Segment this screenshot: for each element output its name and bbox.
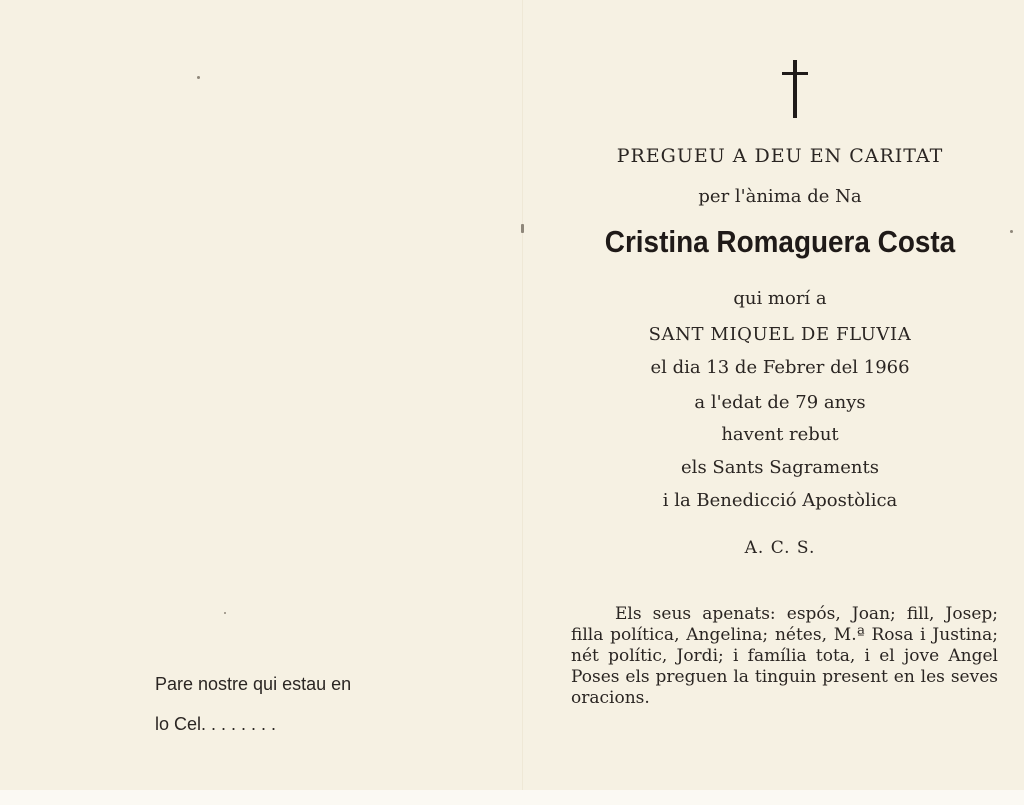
deceased-name: Cristina Romaguera Costa	[604, 224, 956, 259]
per-anima-line: per l'ànima de Na	[698, 186, 862, 207]
card-bottom-edge	[0, 790, 1024, 805]
family-paragraph: Els seus apenats: espós, Joan; fill, Josep; filla política, Angelina; nétes, M.ª Rosa i Justina; nét polític, Jordi; i família tota, i el jove Angel Poses els preguen la tinguin present en les seves oracions.	[571, 604, 998, 708]
prayer-line-1: Pare nostre qui estau en	[155, 674, 352, 694]
paper-speck	[197, 76, 200, 79]
cross-icon	[782, 60, 808, 118]
qui-mori-line: qui morí a	[733, 288, 827, 309]
benediction-line: i la Benedicció Apostòlica	[662, 490, 898, 511]
paper-speck	[521, 224, 524, 233]
havent-rebut-line: havent rebut	[721, 424, 839, 445]
header-pregueu: PREGUEU A DEU EN CARITAT	[616, 145, 944, 167]
prayer-line-2: lo Cel. . . . . . . .	[155, 714, 277, 734]
date-of-death: el dia 13 de Febrer del 1966	[650, 357, 910, 378]
acs-abbreviation: A. C. S.	[744, 538, 816, 558]
sacraments-line: els Sants Sagraments	[681, 457, 879, 478]
age-line: a l'edat de 79 anys	[694, 392, 866, 413]
card-fold	[522, 0, 523, 805]
paper-speck	[224, 612, 226, 614]
place-of-death: SANT MIQUEL DE FLUVIA	[648, 324, 912, 345]
paper-speck	[1010, 230, 1013, 233]
